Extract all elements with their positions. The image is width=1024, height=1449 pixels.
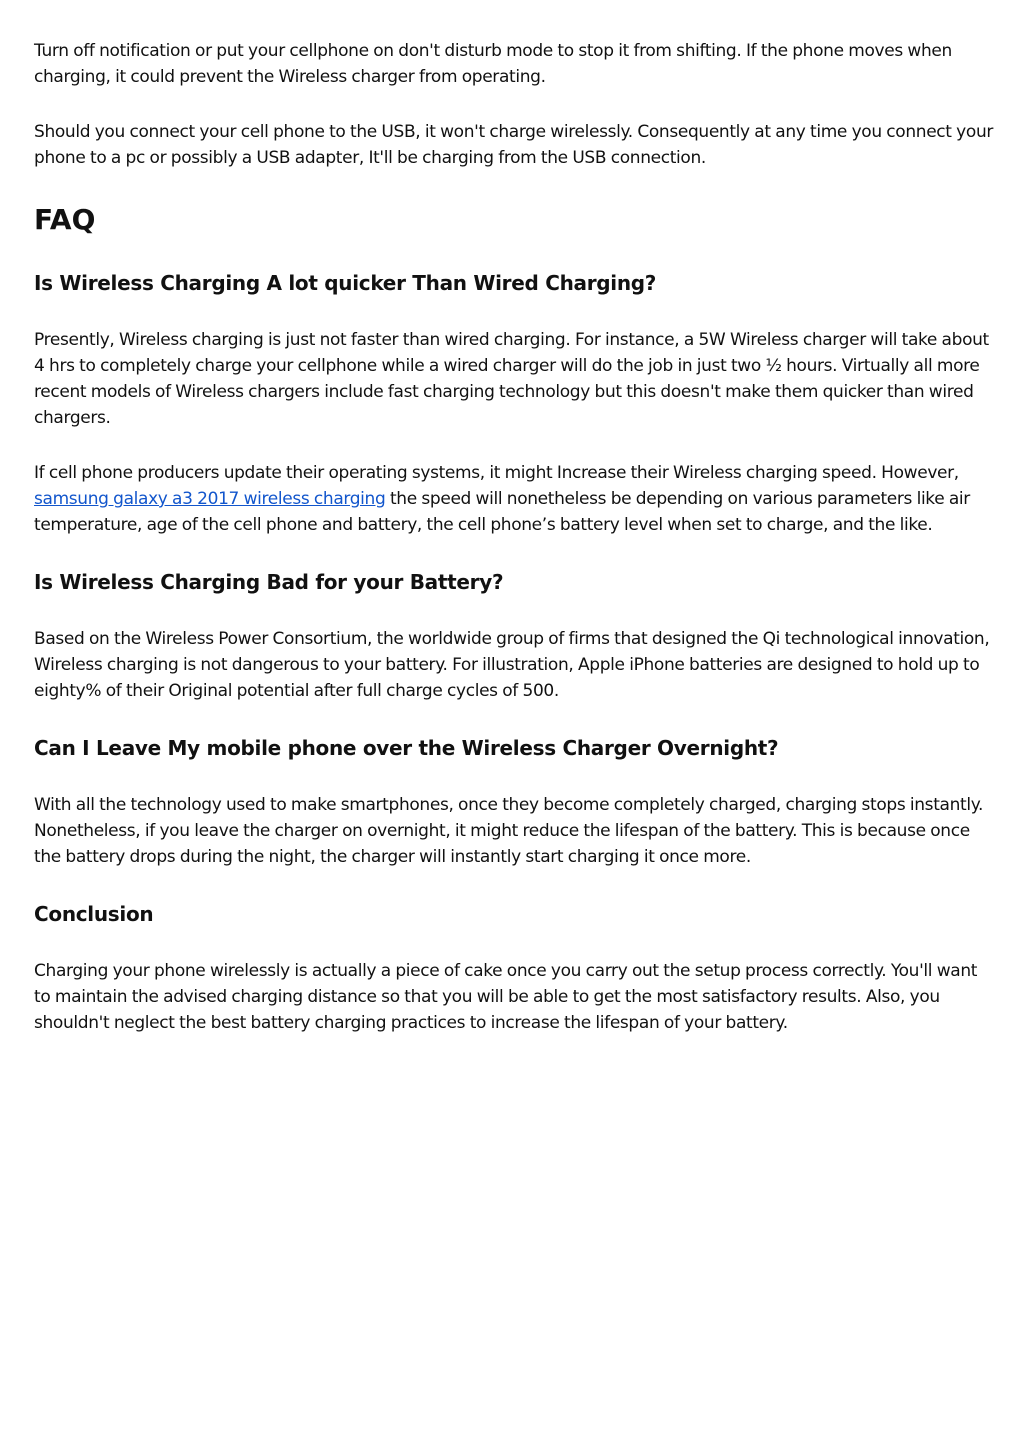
conclusion-paragraph-1: Charging your phone wirelessly is actually a piece of cake once you carry out the setup process correctly. You'll want to maintain the advised charging distance so that you will be able to get the most satisfactory results. Also, you shouldn't neglect the best battery charging practices to increase the lifespan of your battery. <box>34 961 978 1033</box>
intro-paragraph-1: Turn off notification or put your cellphone on don't disturb mode to stop it from shifting. If the phone moves when charging, it could prevent the Wireless charger from operating. <box>34 41 952 87</box>
faq-heading: FAQ <box>34 203 96 236</box>
samsung-wireless-charging-link[interactable]: samsung galaxy a3 2017 wireless charging <box>34 489 386 509</box>
q1-heading: Is Wireless Charging A lot quicker Than Wired Charging? <box>34 271 657 295</box>
q1-paragraph-2 <box>34 460 994 538</box>
q1-paragraph-1: Presently, Wireless charging is just not faster than wired charging. For instance, a 5W Wireless charger will take about 4 hrs to completely charge your cellphone while a wired charger will do the job in just two ½ hours. Virtually all more recent models of Wireless chargers include fast charging technology but this doesn't make them quicker than wired chargers. <box>34 330 989 428</box>
q1-paragraph-2-start: If cell phone producers update their operating systems, it might Increase their Wireless charging speed. However, <box>34 463 959 483</box>
q2-paragraph-1: Based on the Wireless Power Consortium, the worldwide group of firms that designed the Qi technological innovation, Wireless charging is not dangerous to your battery. For illustration, Apple iPhone batteries are designed to hold up to eighty% of their Original potential after full charge cycles of 500. <box>34 629 990 701</box>
q3-heading: Can I Leave My mobile phone over the Wireless Charger Overnight? <box>34 736 779 760</box>
q1-paragraph-2-end: the speed will nonetheless be depending on various parameters like air temperature, age of the cell phone and battery, the cell phone’s battery level when set to charge, and the like. <box>34 489 970 535</box>
q2-heading: Is Wireless Charging Bad for your Battery? <box>34 570 504 594</box>
q3-paragraph-1: With all the technology used to make smartphones, once they become completely charged, charging stops instantly. Nonetheless, if you leave the charger on overnight, it might reduce the lifespan of the battery. This is because once the battery drops during the night, the charger will instantly start charging it once more. <box>34 795 984 867</box>
intro-paragraph-2: Should you connect your cell phone to the USB, it won't charge wirelessly. Consequently at any time you connect your phone to a pc or possibly a USB adapter, It'll be charging from the USB connection. <box>34 122 994 168</box>
conclusion-heading: Conclusion <box>34 902 154 926</box>
document-page <box>34 38 994 1036</box>
